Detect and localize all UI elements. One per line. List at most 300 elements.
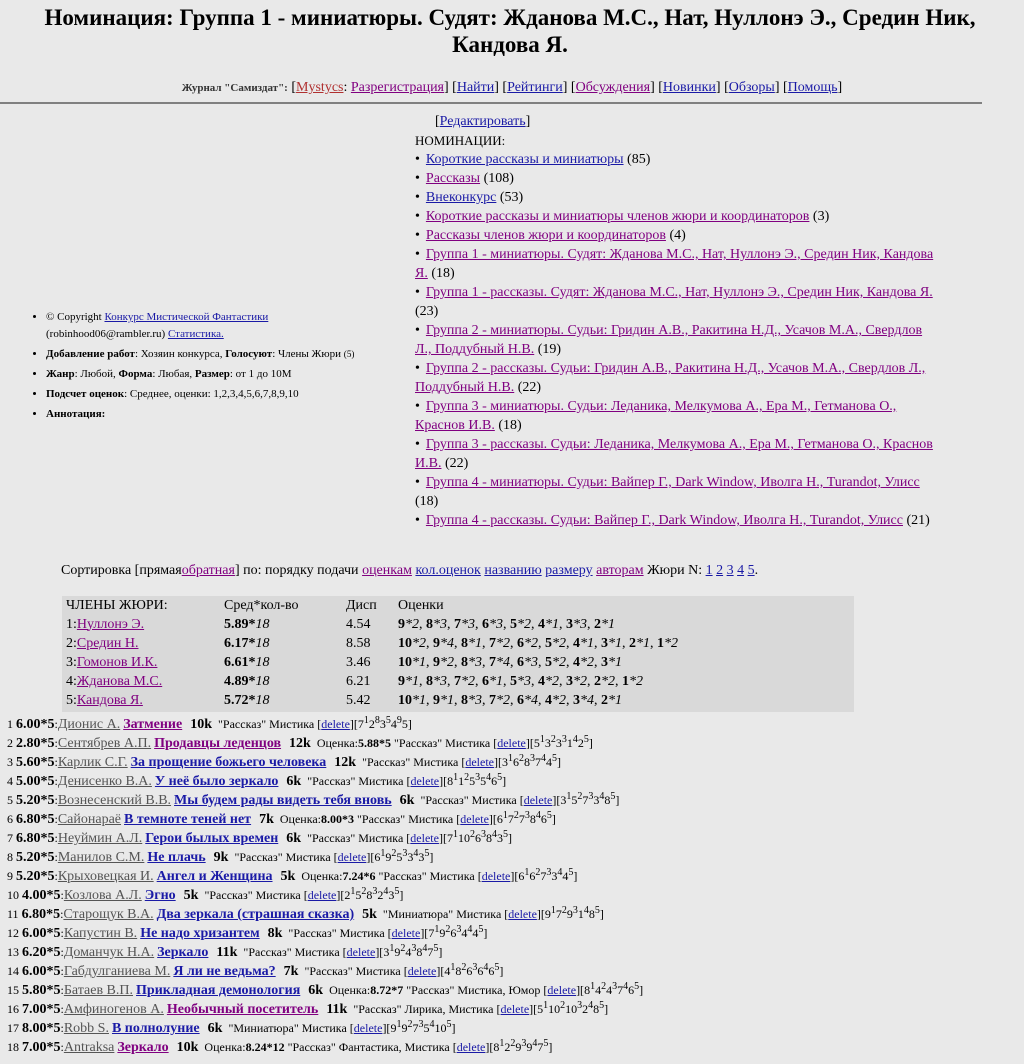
work-author-link[interactable]: Крыховецкая И. [57,869,154,884]
work-size: 9k [213,850,229,865]
work-author-link[interactable]: Старощук В.А. [63,907,154,922]
jury-mark-count: *2 [440,654,454,670]
work-vote-count: *5 [40,736,55,751]
work-genre: "Рассказ" Мистика [304,964,401,978]
work-mark-judge: 1 [363,715,369,726]
jury-3-link[interactable]: 3 [726,563,734,578]
work-number: 3 [7,755,13,769]
jury-mark-count: *1 [412,654,426,670]
work-mark: 3 [501,755,508,769]
work-mark-judge: 3 [561,734,567,745]
work-mark: 3 [560,793,567,807]
work-mark-judge: 1 [502,810,508,821]
counting-label: Подсчет оценок [46,388,125,400]
work-mark: 6 [477,964,484,978]
jury-mark-value: 1 [622,673,629,689]
voters-value: : Члены Жюри [272,348,342,360]
nomination-count: (4) [669,228,686,243]
work-mark-judge: 5 [424,848,430,859]
work-mark-judge: 1 [499,1038,505,1049]
work-mark-judge: 2 [518,753,524,764]
nomination-item [415,321,935,359]
work-rating-label: Оценка: [301,869,343,883]
jury-col-marks: Оценки [398,597,444,613]
work-delete-link[interactable]: delete [410,774,440,788]
jury-mark-count: *3 [489,616,503,632]
work-author-link[interactable]: Капустин В. [63,926,138,941]
work-vote-count: *5 [46,926,61,941]
work-mark-judge: 1 [550,905,556,916]
work-vote-count: *5 [40,755,55,770]
nomination-link[interactable]: Группа 1 - миниатюры. Судят: Жданова М.С., Нат, Нуллонэ Э., Средин Ник, Кандова Я. [415,247,934,281]
edit-link[interactable]: Редактировать [439,114,526,129]
work-mark: 4 [472,926,479,940]
work-mark-judge: 2 [464,772,470,783]
nomination-item [415,245,935,283]
work-mark: 4 [606,983,613,997]
jury-member-link[interactable]: Кандова Я. [76,692,143,708]
form-value: : Любая, [152,368,193,380]
nav-search-link[interactable]: Найти [456,80,495,95]
work-title-link[interactable]: У неё было зеркало [154,774,279,789]
work-delete-link[interactable]: delete [321,717,350,731]
work-genre: "Рассказ" Лирика, Мистика [353,1002,494,1016]
nomination-item [415,169,935,188]
work-delete-link[interactable]: delete [346,945,376,959]
work-author-link[interactable]: Батаев В.П. [63,983,134,998]
nav-help-link[interactable]: Помощь [787,80,838,95]
size-label: Размер [194,368,230,380]
work-mark-judge: 5 [568,867,574,878]
page-title: Номинация: Группа 1 - миниатюры. Судят: Жданова М.С., Нат, Нуллонэ Э., Средин Ник, Кандова Я. [44,5,976,57]
jury-disp: 3.46 [346,654,371,670]
jury-mark-value: 5 [510,616,517,632]
work-title-link[interactable]: Необычный посетитель [166,1002,319,1017]
work-mark: 3 [383,945,390,959]
sort-by-size-link[interactable]: размеру [545,563,593,578]
nomination-link[interactable]: Рассказы членов жюри и координаторов [425,228,666,243]
work-number: 13 [7,945,19,959]
jury-member-cell [62,615,220,634]
work-mark: 6 [512,755,519,769]
nav-discussions-link[interactable]: Обсуждения [575,80,651,95]
work-mark-judge: 5 [610,791,616,802]
work-title-link[interactable]: Ангел и Женщина [156,869,273,884]
nomination-count: (19) [537,342,562,357]
work-mark-judge: 2 [513,810,519,821]
work-mark: 6 [474,831,481,845]
work-delete-link[interactable]: delete [337,850,367,864]
work-author-link[interactable]: Дионис А. [57,717,121,732]
work-title-link[interactable]: Не надо хризантем [140,926,260,941]
nav-reviews-link[interactable]: Обзоры [728,80,775,95]
work-mark-judge: 1 [450,962,456,973]
work-mark-judge: 3 [418,1019,424,1030]
work-mark: 1 [458,774,465,788]
work-score: 6.80 [16,831,41,846]
mystycs-link[interactable]: Mystycs [296,80,344,95]
work-author-link[interactable]: Амфиногенов А. [63,1002,164,1017]
work-mark: 6 [491,774,498,788]
work-title-link[interactable]: В темноте теней нет [124,812,252,827]
jury-mark-value: 6 [482,673,489,689]
work-score: 7.00 [22,1040,47,1055]
jury-mark-value: 3 [566,616,573,632]
jury-2-link[interactable]: 2 [716,563,724,578]
work-delete-link[interactable]: delete [508,907,537,921]
work-title-link[interactable]: Эгно [144,888,176,903]
jury-avg-cell [220,691,342,710]
copyright-item [46,309,415,343]
work-author-link[interactable]: Денисенко В.А. [57,774,152,789]
work-mark-judge: 5 [634,981,640,992]
work-mark: 5 [401,717,408,731]
work-mark: 5 [533,736,540,750]
jury-count: 18 [255,692,270,708]
add-works-value: : Хозяин конкурса, [134,348,223,360]
work-size: 6k [207,1021,223,1036]
sort-reverse-link[interactable]: обратная [181,563,235,578]
jury-row [62,615,682,634]
work-rating: 8.00*3 [321,812,355,826]
sort-by-title-link[interactable]: названию [484,563,542,578]
work-mark-judge: 2 [601,981,607,992]
sort-by-count-link[interactable]: кол.оценок [415,563,481,578]
work-mark: 4 [545,755,552,769]
nomination-link[interactable]: Короткие рассказы и миниатюры членов жюри и координаторов [425,209,810,224]
jury-col-avg: Сред*кол-во [224,597,299,613]
jury-mark-count: *3 [461,616,475,632]
jury-mark-count: *3 [433,616,447,632]
work-author-link[interactable]: Вознесенский В.В. [57,793,172,808]
work-author-link[interactable]: Неуймин А.Л. [57,831,143,846]
work-mark: 9 [526,1040,533,1054]
form-label: Форма [118,368,153,380]
jury-mark-value: 7 [489,692,496,708]
sort-bar: Сортировка [прямаяобратная] по: порядку подачи оценкам кол.оценок названию размеру авторам Жюри N: 1 2 3 4 5. [61,563,759,578]
work-mark-judge: 5 [433,943,439,954]
jury-disp: 5.42 [346,692,371,708]
work-row: 12 6.00*5:Капустин В. Не надо хризантем 8k "Рассказ" Мистика $[delete][7^19^26^34^44^5]$ [7,924,488,941]
jury-member-link[interactable]: Гомонов И.К. [76,654,158,670]
jury-mark-count: *2 [580,654,594,670]
nomination-item [415,207,935,226]
work-title-link[interactable]: Два зеркала (страшная сказка) [156,907,355,922]
work-author-link[interactable]: Antraksa [63,1040,115,1055]
work-mark: 4 [595,983,602,997]
work-mark: 4 [461,926,468,940]
nomination-link[interactable]: Группа 4 - миниатюры. Судьи: Вайпер Г., Dark Window, Иволга Н., Turandot, Улисс [425,475,920,490]
jury-mark-value: 4 [538,673,545,689]
add-works-item [46,346,415,363]
work-mark: 4 [444,964,451,978]
work-author-link[interactable]: Сайонараё [57,812,122,827]
work-mark: 9 [401,1021,408,1035]
work-title-link[interactable]: Мы будем рады видеть тебя вновь [174,793,392,808]
work-genre: "Рассказ" Мистика [362,755,459,769]
work-mark: 7 [582,793,589,807]
work-mark: 3 [418,850,425,864]
nomination-link[interactable]: Группа 2 - рассказы. Судьи: Гридин А.В., Ракитина Н.Д., Усачов М.А., Свердлов Л., Поддубный Н.В. [415,361,926,395]
work-mark: 2 [577,736,584,750]
jury-mark-value: 3 [601,635,608,651]
work-mark-judge: 5 [394,886,400,897]
work-number: 18 [7,1040,19,1054]
jury-4-link[interactable]: 4 [737,563,745,578]
work-vote-count: *5 [46,888,61,903]
work-mark: 5 [537,1002,544,1016]
work-mark: 7 [534,755,541,769]
work-row: 15 5.80*5:Батаев В.П. Прикладная демонология 6k Оценка:8.72*7 "Рассказ" Мистика, Юмор $[delete][8^14^24^37^46^5]$ [7,981,644,998]
work-delete-link[interactable]: delete [497,736,526,750]
jury-count: 18 [255,616,270,632]
work-rating-label: Оценка: [279,812,322,826]
jury-mark-value: 8 [426,673,433,689]
nav-ratings-link[interactable]: Рейтинги [507,80,563,95]
work-number: 4 [7,774,13,788]
work-mark: 9 [390,1021,397,1035]
work-vote-count: *5 [46,945,61,960]
work-mark: 7 [507,812,514,826]
work-mark-judge: 3 [529,753,535,764]
work-mark-judge: 2 [560,1000,566,1011]
jury-mark-value: 10 [398,635,412,651]
work-title-link[interactable]: Герои былых времен [145,831,279,846]
work-delete-link[interactable]: delete [465,755,494,769]
work-delete-link[interactable]: delete [353,1021,383,1035]
jury-5-link[interactable]: 5 [747,563,755,578]
work-author-link[interactable]: Габдулганиева М. [63,964,171,979]
jury-mark-count: *1 [489,673,503,689]
work-mark-judge: 3 [577,1000,583,1011]
work-score: 5.00 [16,774,41,789]
work-mark: 9 [566,907,573,921]
jury-count: 18 [255,673,270,689]
work-author-link[interactable]: Карлик С.Г. [57,755,128,770]
nominations-header: НОМИНАЦИИ: [415,133,506,148]
jury-member-link[interactable]: Средин Н. [76,635,139,651]
work-mark: 7 [446,831,453,845]
jury-1-link[interactable]: 1 [705,563,713,578]
work-vote-count: *5 [46,964,61,979]
work-delete-link[interactable]: delete [410,831,439,845]
work-row: 1 6.00*5:Дионис А. Затмение 10k "Рассказ" Мистика $[delete][7^12^83^54^95]$ [7,715,412,732]
jury-mark-value: 7 [454,673,461,689]
work-number: 7 [7,831,13,845]
jury-mark-value: 5 [545,635,552,651]
work-title-link[interactable]: В полнолуние [111,1021,200,1036]
jury-mark-value: 9 [433,635,440,651]
work-mark-judge: 4 [557,867,563,878]
jury-number: 2: [66,635,77,651]
jury-number: 5: [66,692,77,708]
nomination-link[interactable]: Группа 3 - миниатюры. Судьи: Леданика, Мелкумова А., Ера М., Гетманова О., Краснов И.В. [415,399,897,433]
work-mark-judge: 5 [502,829,508,840]
work-score: 6.00 [22,926,47,941]
nomination-link[interactable]: Внеконкурс [425,190,497,205]
work-delete-link[interactable]: delete [460,812,489,826]
work-mark: 8 [588,907,595,921]
nomination-item [415,283,935,321]
jury-mark-count: *4 [580,692,594,708]
work-title-link[interactable]: Прикладная демонология [136,983,301,998]
work-mark: 8 [455,964,462,978]
work-size: 5k [183,888,199,903]
work-vote-count: *5 [40,812,55,827]
work-size: 6k [286,774,302,789]
work-mark: 4 [390,717,397,731]
jury-member-link[interactable]: Нуллонэ Э. [76,616,145,632]
work-delete-link[interactable]: delete [481,869,511,883]
work-genre: "Миниатюра" Мистика [382,907,502,921]
work-delete-link[interactable]: delete [523,793,553,807]
jury-marks-cell: 10*2, 9*4, 8*1, 7*2, 6*2, 5*2, 4*1, 3*1, 2*1, 1*2 [398,635,678,651]
work-row: 8 5.20*5:Манилов С.М. Не плачь 9k "Рассказ" Мистика $[delete][6^19^25^33^43^5]$ [7,848,434,865]
nomination-count: (18) [431,266,455,281]
jury-mark-count: *2 [517,616,531,632]
work-title-link[interactable]: Зеркало [157,945,209,960]
work-mark: 1 [577,907,584,921]
work-number: 12 [7,926,19,940]
work-vote-count: *5 [46,983,61,998]
counting-item [46,386,415,403]
work-delete-link[interactable]: delete [407,964,437,978]
work-mark: 3 [555,736,562,750]
work-score: 7.00 [22,1002,47,1017]
work-rating-label: Оценка: [204,1040,246,1054]
jury-avg: 5.89* [224,616,256,632]
jury-mark-value: 9 [433,654,440,670]
work-author-link[interactable]: Козлова А.Л. [63,888,142,903]
work-mark: 10 [434,1021,447,1035]
annotation-item [46,406,415,423]
jury-mark-count: *3 [433,673,447,689]
work-author-link[interactable]: Доманчук Н.А. [63,945,155,960]
work-score: 5.20 [16,869,41,884]
work-mark: 5 [396,850,403,864]
jury-mark-value: 6 [517,635,524,651]
jury-mark-count: *3 [468,654,482,670]
work-row: 16 7.00*5:Амфиногенов А. Необычный посетитель 11k "Рассказ" Лирика, Мистика $[delete][5^110^210^32^48^5]$ [7,1000,609,1017]
work-mark-judge: 2 [400,943,406,954]
jury-number: 3: [66,654,77,670]
jury-marks-cell: 9*1, 8*3, 7*2, 6*1, 5*3, 4*2, 3*2, 2*2, 1*2 [398,673,643,689]
work-size: 7k [259,812,274,827]
work-mark: 9 [544,907,551,921]
work-mark-judge: 4 [483,962,489,973]
nomination-link[interactable]: Короткие рассказы и миниатюры [425,152,624,167]
work-mark: 3 [593,793,600,807]
work-author-link[interactable]: Манилов С.М. [57,850,145,865]
work-row: 7 6.80*5:Неуймин А.Л. Герои былых времен 6k "Рассказ" Мистика $[delete][7^110^26^38^43^5]$ [7,829,512,846]
work-author-link[interactable]: Robb S. [63,1021,109,1036]
work-title-link[interactable]: Не плачь [147,850,206,865]
jury-mark-value: 4 [573,635,580,651]
work-row: 14 6.00*5:Габдулганиева М. Я ли не ведьма? 7k "Рассказ" Мистика $[delete][4^18^26^36^46^5]$ [7,962,504,979]
nomination-link[interactable]: Группа 4 - рассказы. Судьи: Вайпер Г., Dark Window, Иволга Н., Turandot, Улисс [425,513,903,528]
jury-avg-cell [220,653,342,672]
work-row: 6 6.80*5:Сайонараё В темноте теней нет 7k Оценка:8.00*3 "Рассказ" Мистика $[delete][6^17^27^38^46^5]$ [7,810,556,827]
work-title-link[interactable]: Я ли не ведьма? [173,964,276,979]
jury-mark-value: 4 [538,616,545,632]
work-delete-link[interactable]: delete [547,983,577,997]
nomination-link[interactable]: Группа 2 - миниатюры. Судьи: Гридин А.В., Ракитина Н.Д., Усачов М.А., Свердлов Л., Поддубный Н.В. [415,323,923,357]
work-mark-judge: 5 [599,1000,605,1011]
jury-mark-value: 3 [573,692,580,708]
jury-avg-cell [220,615,342,634]
work-delete-link[interactable]: delete [391,926,421,940]
work-score: 6.00 [22,964,47,979]
annotation-label: Аннотация: [46,408,106,420]
work-size: 7k [283,964,299,979]
nav-new-link[interactable]: Новинки [662,80,716,95]
statistics-link[interactable]: Статистика. [167,328,224,340]
jury-count: 18 [255,654,270,670]
work-title-link[interactable]: Затмение [123,717,183,732]
work-score: 6.00 [16,717,41,732]
work-mark: 7 [540,869,547,883]
jury-count: 18 [255,635,270,651]
jury-disp: 8.58 [346,635,371,651]
work-mark: 8 [584,983,591,997]
work-delete-link[interactable]: delete [500,1002,530,1016]
work-score: 5.60 [16,755,41,770]
work-title-link[interactable]: Зеркало [117,1040,169,1055]
work-size: 10k [190,717,213,732]
jury-avg-cell [220,672,342,691]
work-vote-count: *5 [46,1002,61,1017]
work-mark: 3 [388,888,395,902]
sort-by-score-link[interactable]: оценкам [362,563,412,578]
work-mark: 8 [493,1040,500,1054]
jury-mark-value: 8 [426,616,433,632]
work-delete-link[interactable]: delete [456,1040,486,1054]
contest-link[interactable]: Конкурс Мистической Фантастики [104,311,269,323]
work-mark: 5 [355,888,362,902]
work-size: 8k [267,926,283,941]
work-title-link[interactable]: Продавцы леденцов [154,736,282,751]
nomination-link[interactable]: Группа 3 - рассказы. Судьи: Леданика, Мелкумова А., Ера М., Гетманова О., Краснов И.В. [415,437,933,471]
sort-by-author-link[interactable]: авторам [596,563,644,578]
jury-mark-value: 2 [601,692,608,708]
work-delete-link[interactable]: delete [307,888,337,902]
work-vote-count: *5 [46,1021,61,1036]
work-vote-count: *5 [40,869,55,884]
jury-mark-value: 5 [545,654,552,670]
nav-logout-link[interactable]: Разрегистрация [350,80,444,95]
work-mark: 7 [412,1021,419,1035]
work-mark: 8 [604,793,611,807]
jury-mark-count: *1 [601,616,615,632]
work-title-link[interactable]: За прощение божьего человека [130,755,327,770]
nomination-link[interactable]: Группа 1 - рассказы. Судят: Жданова М.С., Нат, Нуллонэ Э., Средин Ник, Кандова Я. [425,285,933,300]
work-size: 6k [399,793,415,808]
work-mark-judge: 1 [543,1000,549,1011]
work-mark-judge: 3 [588,791,594,802]
jury-mark-value: 9 [433,692,440,708]
nomination-count: (108) [483,171,514,186]
jury-number: 4: [66,673,77,689]
nomination-item [415,511,935,530]
work-author-link[interactable]: Сентябрев А.П. [57,736,152,751]
jury-marks-cell: 10*1, 9*2, 8*3, 7*4, 6*3, 5*2, 4*2, 3*1 [398,654,622,670]
jury-member-link[interactable]: Жданова М.С. [76,673,163,689]
jury-mark-count: *2 [664,635,678,651]
work-genre: "Миниатюра" Мистика [228,1021,347,1035]
work-mark-judge: 1 [566,791,572,802]
work-mark: 6 [488,964,495,978]
nomination-link[interactable]: Рассказы [425,171,481,186]
